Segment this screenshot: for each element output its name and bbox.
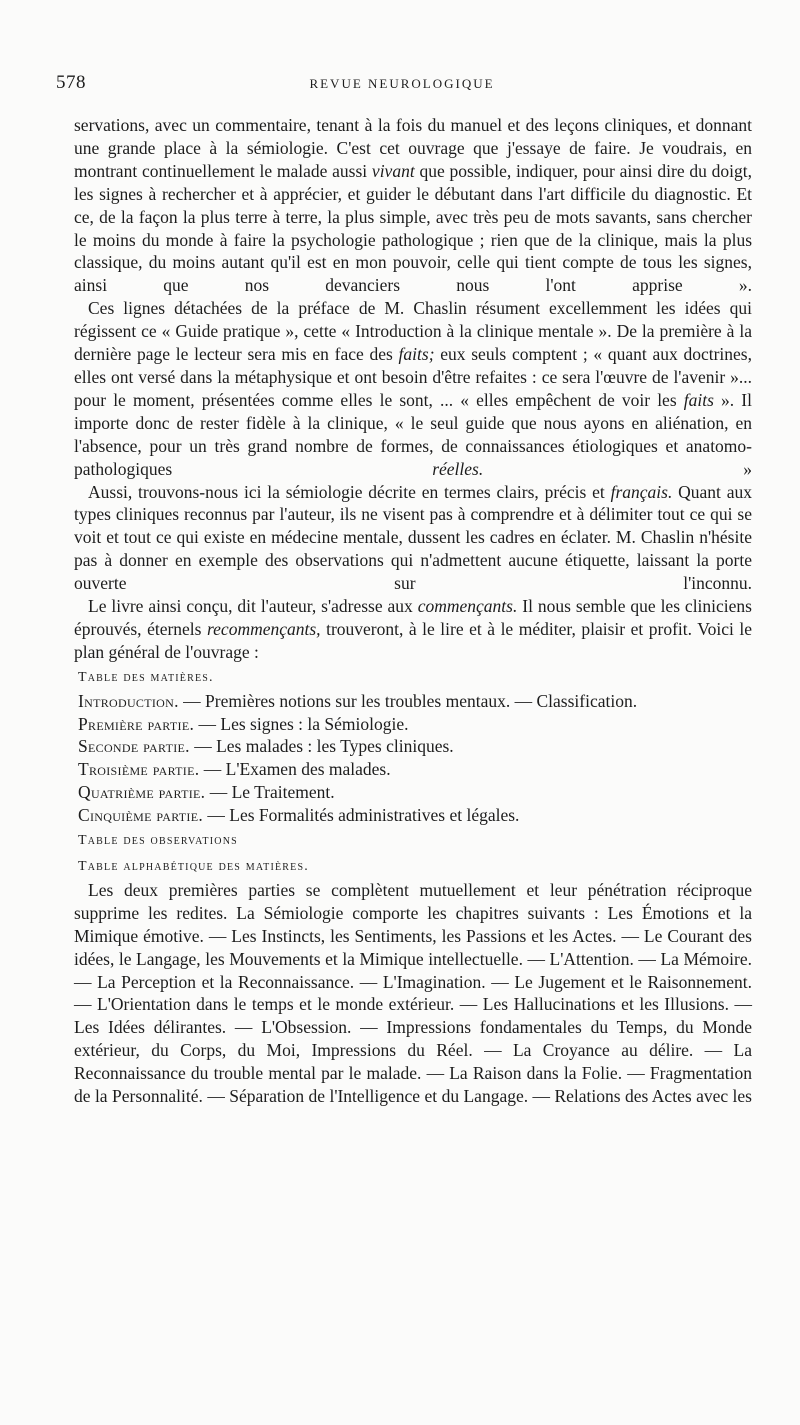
italic-term: commençants.	[417, 596, 518, 617]
toc-entry-label: Troisième partie.	[78, 759, 200, 780]
paragraph-preface-quote	[74, 114, 752, 297]
toc-entry-text: — Les signes : la Sémiologie.	[194, 713, 409, 734]
toc-entry-part	[74, 758, 752, 781]
toc-entry-part	[74, 713, 752, 736]
text-run: Aussi, trouvons-nous ici la sémiologie décrite en termes clairs, précis et	[88, 481, 611, 502]
italic-term: faits	[683, 389, 714, 410]
toc-entry-text: — L'Examen des malades.	[199, 759, 391, 780]
italic-term: recommençants,	[207, 618, 321, 639]
italic-term: français.	[610, 481, 673, 502]
running-title: REVUE NEUROLOGIQUE	[309, 76, 495, 91]
text-run: que possible, indiquer, pour ainsi dire du doigt, les signes à rechercher et à apprécier, et guider le débutant dans l'art difficile du diagnostic. Et ce, de la façon la plus terre à terre, la plus simple, avec très peu de mots savants, sans chercher le moins du monde à faire la psychologie pathologique ; rien que de la clinique, mais la plus classique, du moins autant qu'il est en mon pouvoir, celle qui tient compte de tous les signes, ainsi que nos devanciers nous l'ont apprise ».	[74, 160, 752, 296]
toc-entry-alphabetical	[74, 853, 752, 879]
text-run: eux seuls comptent ; « quant aux doctrines, elles ont versé dans la métaphysique et ont besoin d'être refaites : ce sera l'œuvre de l'avenir »... pour le moment, présentées comme elles le sont, ... « elles empêchent de voir les	[74, 344, 752, 410]
italic-term: vivant	[371, 160, 415, 181]
toc-entry-part	[74, 781, 752, 804]
toc-entry-label: Seconde partie.	[78, 736, 190, 757]
toc-entry-label: Première partie.	[78, 713, 195, 734]
toc-entry-label: Quatrième partie.	[78, 782, 206, 803]
text-run: »	[483, 458, 752, 479]
page-header	[56, 72, 748, 96]
toc-entry-part	[74, 804, 752, 827]
text-run: trouveront, à le lire et à le méditer, plaisir et profit. Voici le plan général de l'ouvrage :	[74, 618, 752, 662]
toc-entry-label: Introduction.	[78, 690, 179, 711]
paragraph-audience	[74, 595, 752, 664]
toc-entry-observations	[74, 827, 752, 853]
text-run: servations, avec un commentaire, tenant à la fois du manuel et des leçons cliniques, et donnant une grande place à la sémiologie. C'est cet ouvrage que j'essaye de faire. Je voudrais, en montrant continuellement le malade aussi	[74, 115, 752, 181]
table-of-contents	[74, 664, 752, 879]
toc-entry-label: Cinquième partie.	[78, 805, 204, 826]
text-run: Il nous semble que les cliniciens éprouvés, éternels	[74, 596, 752, 639]
toc-entry-part	[74, 735, 752, 758]
toc-entry-introduction	[74, 690, 752, 713]
text-run: Les deux premières parties se complètent mutuellement et leur pénétration réciproque supprime les redites. La Sémiologie comporte les chapitres suivants : Les Émotions et la Mimique émotive. — Les Instincts, les Sentiments, les Passions et les Actes. — Le Courant des idées, le Langage, les Mouvements et la Mimique intellectuelle. — L'Attention. — La Mémoire. — La Perception et la Reconnaissance. — L'Imagination. — Le Jugement et le Raisonnement. — L'Orientation dans le temps et le monde extérieur. — Les Hallucinations et les Illusions. — Les Idées délirantes. — L'Obsession. — Impressions fondamentales du Temps, du Monde extérieur, du Corps, du Moi, Impressions du Réel. — La Croyance au délire. — La Reconnaissance du trouble mental par le malade. — La Raison dans la Folie. — Fragmentation de la Personnalité. — Séparation de l'Intelligence et du Langage. — Relations des Actes avec les	[74, 879, 752, 1107]
toc-entry-text: — Le Traitement.	[205, 782, 335, 803]
paragraph-chapters	[74, 879, 752, 1108]
toc-heading-text: Table des matières.	[78, 669, 214, 685]
toc-heading	[74, 664, 752, 690]
toc-entry-label: Table alphabétique des matières.	[78, 859, 309, 874]
text-run: Le livre ainsi conçu, dit l'auteur, s'adresse aux	[88, 596, 418, 617]
text-run: Ces lignes détachées de la préface de M. Chaslin résument excellemment les idées qui régissent ce « Guide pratique », cette « Introduction à la clinique mentale ». De la première à la dernière page le lecteur sera mis en face des	[74, 298, 752, 365]
toc-entry-text: — Premières notions sur les troubles mentaux. — Classification.	[178, 690, 638, 711]
paragraph-semiology	[74, 481, 752, 596]
toc-entry-text: — Les malades : les Types cliniques.	[189, 736, 454, 757]
italic-term: faits;	[398, 344, 435, 365]
toc-entry-text: — Les Formalités administratives et légales.	[203, 805, 520, 826]
text-run: ». Il importe donc de rester fidèle à la clinique, « le seul guide que nous ayons en aliénation, en l'absence, pour un très grand nombre de formes, de connaissances étiologiques et anatomo-pathologiques	[74, 389, 752, 479]
text-run: Quant aux types cliniques reconnus par l'auteur, ils ne visent pas à comprendre et à délimiter tout ce qui se voit et tout ce qui existe en médecine mentale, dussent les cadres en éclater. M. Chaslin n'hésite pas à donner en exemple des observations qui n'admettent aucune étiquette, laissant la porte ouverte sur l'inconnu.	[74, 481, 752, 594]
article-body	[74, 114, 752, 1108]
page-number: 578	[56, 72, 86, 93]
toc-entry-label: Table des observations	[78, 833, 238, 849]
paragraph-summary	[74, 297, 752, 480]
italic-term: réelles.	[432, 458, 484, 479]
